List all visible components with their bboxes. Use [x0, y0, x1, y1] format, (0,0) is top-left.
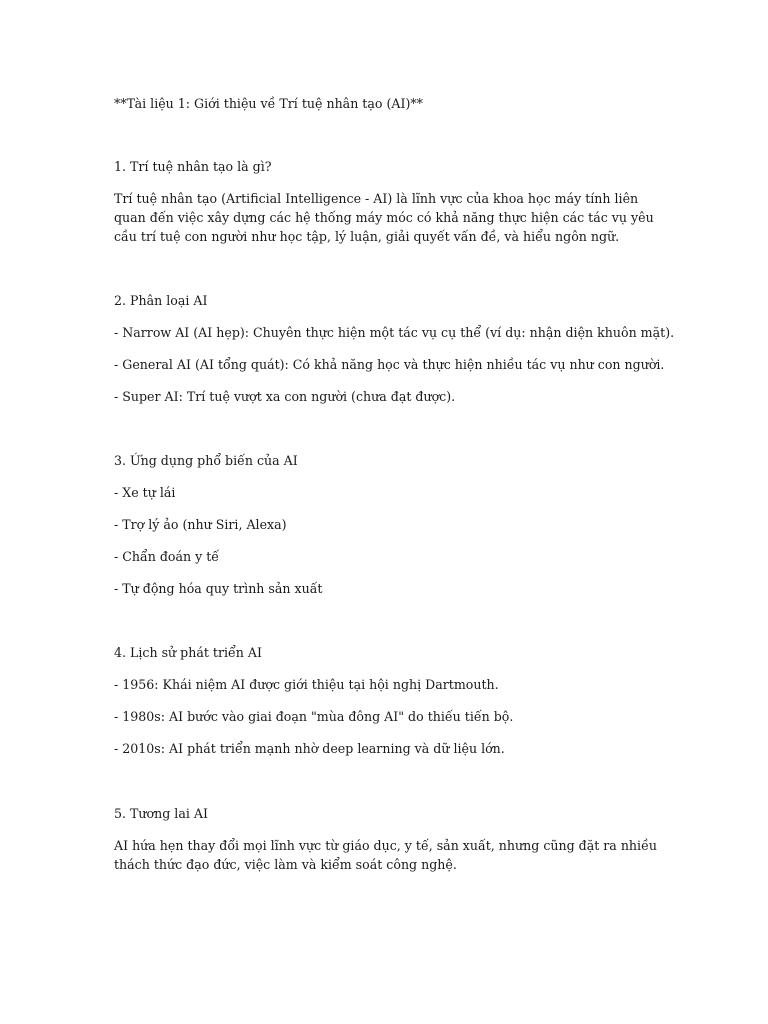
- list-item: - Narrow AI (AI hẹp): Chuyên thực hiện một tác vụ cụ thể (ví dụ: nhận diện khuôn mặt).: [114, 325, 675, 340]
- section-4-heading: 4. Lịch sử phát triển AI: [114, 645, 262, 660]
- section-1-heading: 1. Trí tuệ nhân tạo là gì?: [114, 159, 272, 174]
- list-item: - 1956: Khái niệm AI được giới thiệu tại hội nghị Dartmouth.: [114, 677, 499, 692]
- list-item: - General AI (AI tổng quát): Có khả năng học và thực hiện nhiều tác vụ như con người.: [114, 357, 665, 372]
- list-item: - 1980s: AI bước vào giai đoạn "mùa đông AI" do thiếu tiến bộ.: [114, 709, 514, 724]
- list-item: - Tự động hóa quy trình sản xuất: [114, 581, 323, 596]
- section-3-heading: 3. Ứng dụng phổ biến của AI: [114, 453, 298, 468]
- section-5-heading: 5. Tương lai AI: [114, 806, 208, 821]
- list-item: - Super AI: Trí tuệ vượt xa con người (chưa đạt được).: [114, 389, 456, 404]
- list-item: - Chẩn đoán y tế: [114, 549, 220, 564]
- section-5-paragraph: AI hứa hẹn thay đổi mọi lĩnh vực từ giáo dục, y tế, sản xuất, nhưng cũng đặt ra nhiều thách thức đạo đức, việc làm và kiểm soát công nghệ.: [114, 838, 657, 872]
- section-2-heading: 2. Phân loại AI: [114, 293, 208, 308]
- section-1-paragraph: Trí tuệ nhân tạo (Artificial Intelligence - AI) là lĩnh vực của khoa học máy tính liên quan đến việc xây dựng các hệ thống máy móc có khả năng thực hiện các tác vụ yêu cầu trí tuệ con người như học tập, lý luận, giải quyết vấn đề, và hiểu ngôn ngữ.: [114, 191, 654, 244]
- list-item: - 2010s: AI phát triển mạnh nhờ deep learning và dữ liệu lớn.: [114, 741, 505, 756]
- list-item: - Xe tự lái: [114, 485, 176, 500]
- list-item: - Trợ lý ảo (như Siri, Alexa): [114, 517, 287, 532]
- document-title: **Tài liệu 1: Giới thiệu về Trí tuệ nhân tạo (AI)**: [114, 96, 423, 111]
